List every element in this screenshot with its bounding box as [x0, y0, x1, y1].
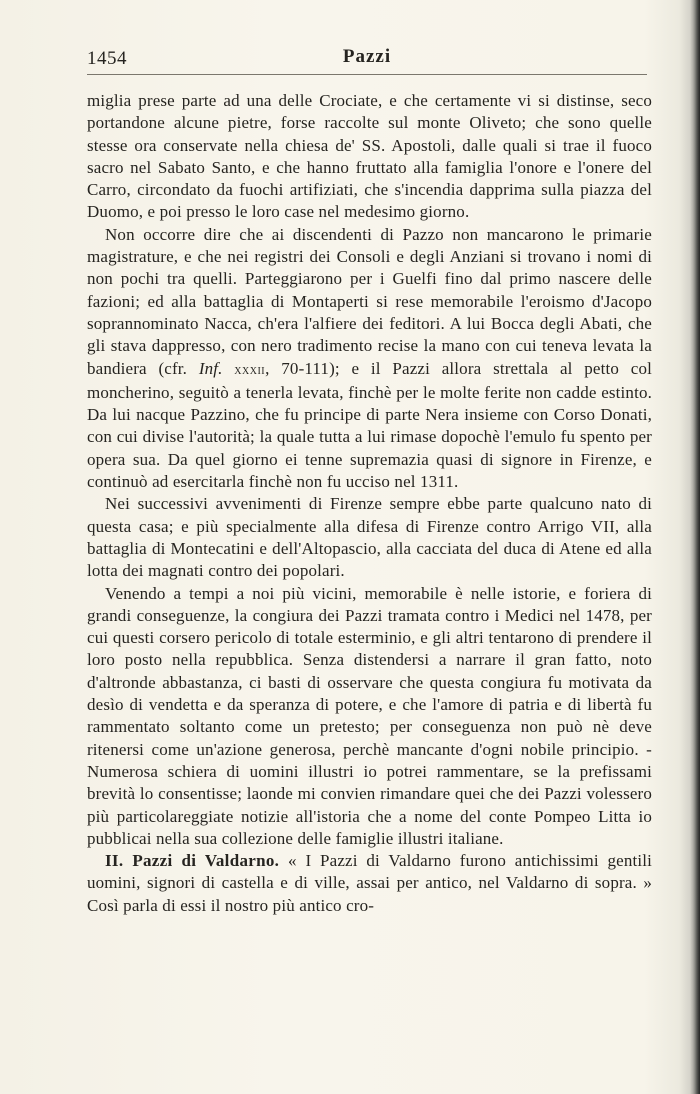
- paragraph: Nei successivi avvenimenti di Firenze sempre ebbe parte qualcuno nato di questa casa; e più specialmente alla difesa di Firenze contro Arrigo VII, alla battaglia di Montecatini e dell'Altopascio, alla cacciata del duca di Atene ed alla lotta dei magnati contro dei popolari.: [87, 494, 652, 581]
- paragraph-continuation: miglia prese parte ad una delle Crociate, e che certamente vi si distinse, seco portandone alcune pietre, forse raccolte sul monte Oliveto; che sono quelle stesse ora conservate nella chiesa de' SS. Apostoli, dalle quali si trae il fuoco sacro nel Sabato Santo, e che hanno fruttato alla famiglia l'onore e l'onere del Carro, circondato da fuochi artifiziati, che s'incendia dapprima sulla piazza del Duomo, e poi presso le loro case nel medesimo giorno.: [87, 91, 652, 222]
- running-title: Pazzi: [342, 46, 392, 67]
- page-number: 1454: [87, 48, 127, 69]
- header-rule: [87, 74, 647, 75]
- paragraph: [87, 850, 652, 917]
- page-header: [87, 44, 647, 78]
- page-edge-shadow: [690, 0, 700, 1094]
- paragraph: Venendo a tempi a noi più vicini, memorabile è nelle istorie, e foriera di grandi conseguenze, la congiura dei Pazzi tramata contro i Medici nel 1478, per cui questi corsero pericolo di totale esterminio, e gli altri tentarono di prendere il loro posto nella repubblica. Senza distendersi a narrare il gran fatto, noto d'altronde abbastanza, ci basti di osservare che questa congiura fu motivata da desìo di vendetta e da speranza di potere, e che l'amore di patria e di libertà fu rammentato soltanto come un pretesto; per conseguenza non può nè deve ritenersi come un'azione generosa, perchè mancante d'ogni nobile principio. - Numerosa schiera di uomini illustri io potrei rammentare, se la prefissami brevità lo consentisse; laonde mi convien rimandare quei che dei Pazzi volessero più particolareggiate notizie all'istoria che a nome del conte Pompeo Litta io pubblicai nella sua collezione delle famiglie illustri italiane.: [87, 583, 652, 848]
- citation-work: Inf.: [198, 358, 223, 378]
- body-text: [87, 90, 652, 917]
- paragraph-text: , 70-111); e il Pazzi allora strettala al petto col moncherino, seguitò a tenerla levata, finchè per le molte ferite non cadde estinto. Da lui nacque Pazzino, che fu principe di parte Nera insieme con Corso Donati, con cui divise l'autorità; la quale tutta a lui rimase dopochè l'emulo fu spento per opera sua. Da quel giorno ei tenne supremazia quasi di signore in Firenze, e continuò ad esercitarla finchè non fu ucciso nel 1311.: [87, 358, 652, 492]
- paragraph-text: « I Pazzi di Valdarno furono antichissimi gentili uomini, signori di castella e di ville, assai per antico, nel Valdarno di sopra. » Così parla di essi il nostro più antico cro-: [87, 851, 653, 915]
- paragraph: [87, 224, 652, 494]
- paragraph-text: Non occorre dire che ai discendenti di Pazzo non mancarono le primarie magistrature, e che nei registri dei Consoli e degli Anziani si trovano i nomi di non pochi tra quelli. Parteggiarono per i Guelfi fino dal primo nascere delle fazioni; ed alla battaglia di Montaperti si rese memorabile l'eroismo d'Jacopo soprannominato Nacca, ch'era l'alfiere dei feditori. A lui Bocca degli Abati, che gli stava dappresso, con nero tradimento recise la mano con cui teneva levata la bandiera (cfr.: [87, 224, 652, 378]
- citation-canto: xxxii: [234, 362, 266, 378]
- section-heading: II. Pazzi di Valdarno.: [105, 851, 280, 871]
